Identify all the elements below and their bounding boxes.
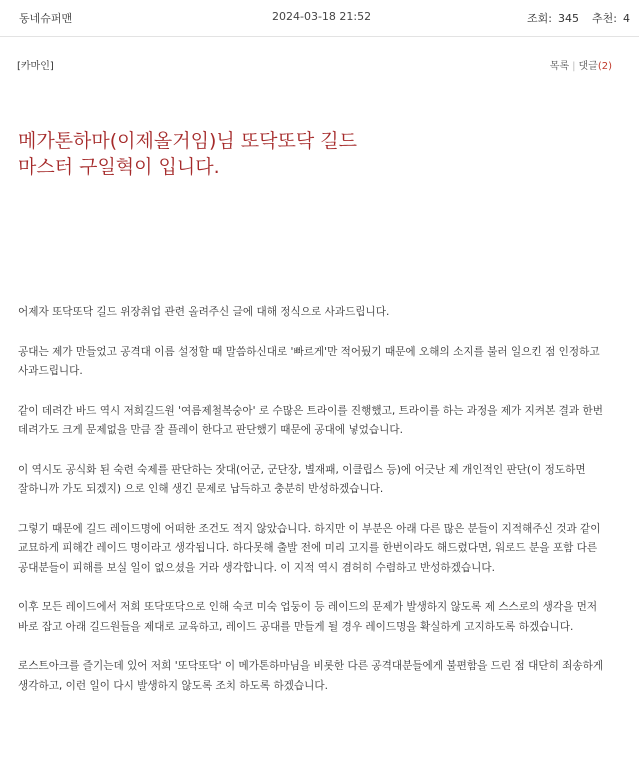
post-date: 2024-03-18 21:52 <box>272 10 372 23</box>
post-body <box>18 303 618 716</box>
body-paragraph: 이후 모든 레이드에서 저희 또닥또닥으로 인해 숙코 미숙 업둥이 등 레이드의 문제가 발생하지 않도록 제 스스로의 생각을 먼저 바로 잡고 아래 길드원들을 제대로 교육하고, 레이드 공대를 만들게 될 경우 레이드명을 확실하게 고지하도록 하겠습니다. <box>18 601 598 633</box>
comments-link-label: 댓글 <box>578 61 598 72</box>
body-paragraph: 그렇기 때문에 길드 레이드명에 어떠한 조건도 적지 않았습니다. 하지만 이 부분은 아래 다른 많은 분들이 지적해주신 것과 같이 교묘하게 피해간 레이드 명이라고 생각됩니다. 하다못해 출발 전에 미리 고지를 한번이라도 해드렸다면, 워로드 분을 포함 다른 공대분들이 피해를 보실 일이 없으셨을 거라 생각합니다. 이 지적 역시 겸허히 수렴하고 반성하겠습니다. <box>18 522 601 574</box>
body-paragraph: 같이 데려간 바드 역시 저희길드원 '여름제철복숭아' 로 수많은 트라이를 진행했고, 트라이를 하는 과정을 제가 지켜본 결과 한번 데려가도 크게 문제없을 만큼 잘 플레이 한다고 판단했기 때문에 공대에 넣었습니다. <box>18 404 603 436</box>
body-paragraph: 이 역시도 공식화 된 숙련 숙제를 판단하는 잣대(어군, 군단장, 별재패, 이클립스 등)에 어긋난 제 개인적인 판단(이 정도하면 잘하니까 가도 되겠지) 으로 인해 생긴 문제로 납득하고 충분히 반성하겠습니다. <box>18 463 586 495</box>
recommend-count-label: 추천: <box>592 12 617 25</box>
body-paragraph: 로스트아크를 즐기는데 있어 저희 '또닥또닥' 이 메가톤하마님을 비롯한 다른 공격대분들에게 불편함을 드린 점 대단히 죄송하게 생각하고, 이런 일이 다시 발생하지 않도록 조치 하도록 하겠습니다. <box>18 660 604 692</box>
post-header <box>0 0 639 37</box>
post-title <box>18 128 578 180</box>
post-category: [카마인] <box>17 61 54 72</box>
post-title-line2: 마스터 구일혁이 입니다. <box>18 156 220 178</box>
post-title-line1: 메가톤하마(이제올거임)님 또닥또닥 길드 <box>18 130 357 152</box>
view-count-value: 345 <box>557 12 579 25</box>
recommend-count-value: 4 <box>622 12 630 25</box>
body-paragraph: 공대는 제가 만들었고 공격대 이름 설정할 때 말씀하신대로 '빠르게'만 적어뒀기 때문에 오해의 소지를 불러 일으킨 점 인정하고 사과드립니다. <box>18 345 600 377</box>
comments-count: (2) <box>597 61 612 72</box>
view-count <box>527 10 579 26</box>
view-count-label: 조회: <box>527 12 552 25</box>
list-link[interactable]: 목록 <box>549 61 570 72</box>
author-name[interactable]: 동네슈퍼맨 <box>19 12 73 25</box>
recommend-count <box>592 10 630 26</box>
body-paragraph: 어제자 또닥또닥 길드 위장취업 관련 올려주신 글에 대해 정식으로 사과드립니다. <box>18 306 390 318</box>
comments-link[interactable] <box>579 61 613 72</box>
link-divider: | <box>572 61 576 72</box>
post-links <box>550 57 612 72</box>
